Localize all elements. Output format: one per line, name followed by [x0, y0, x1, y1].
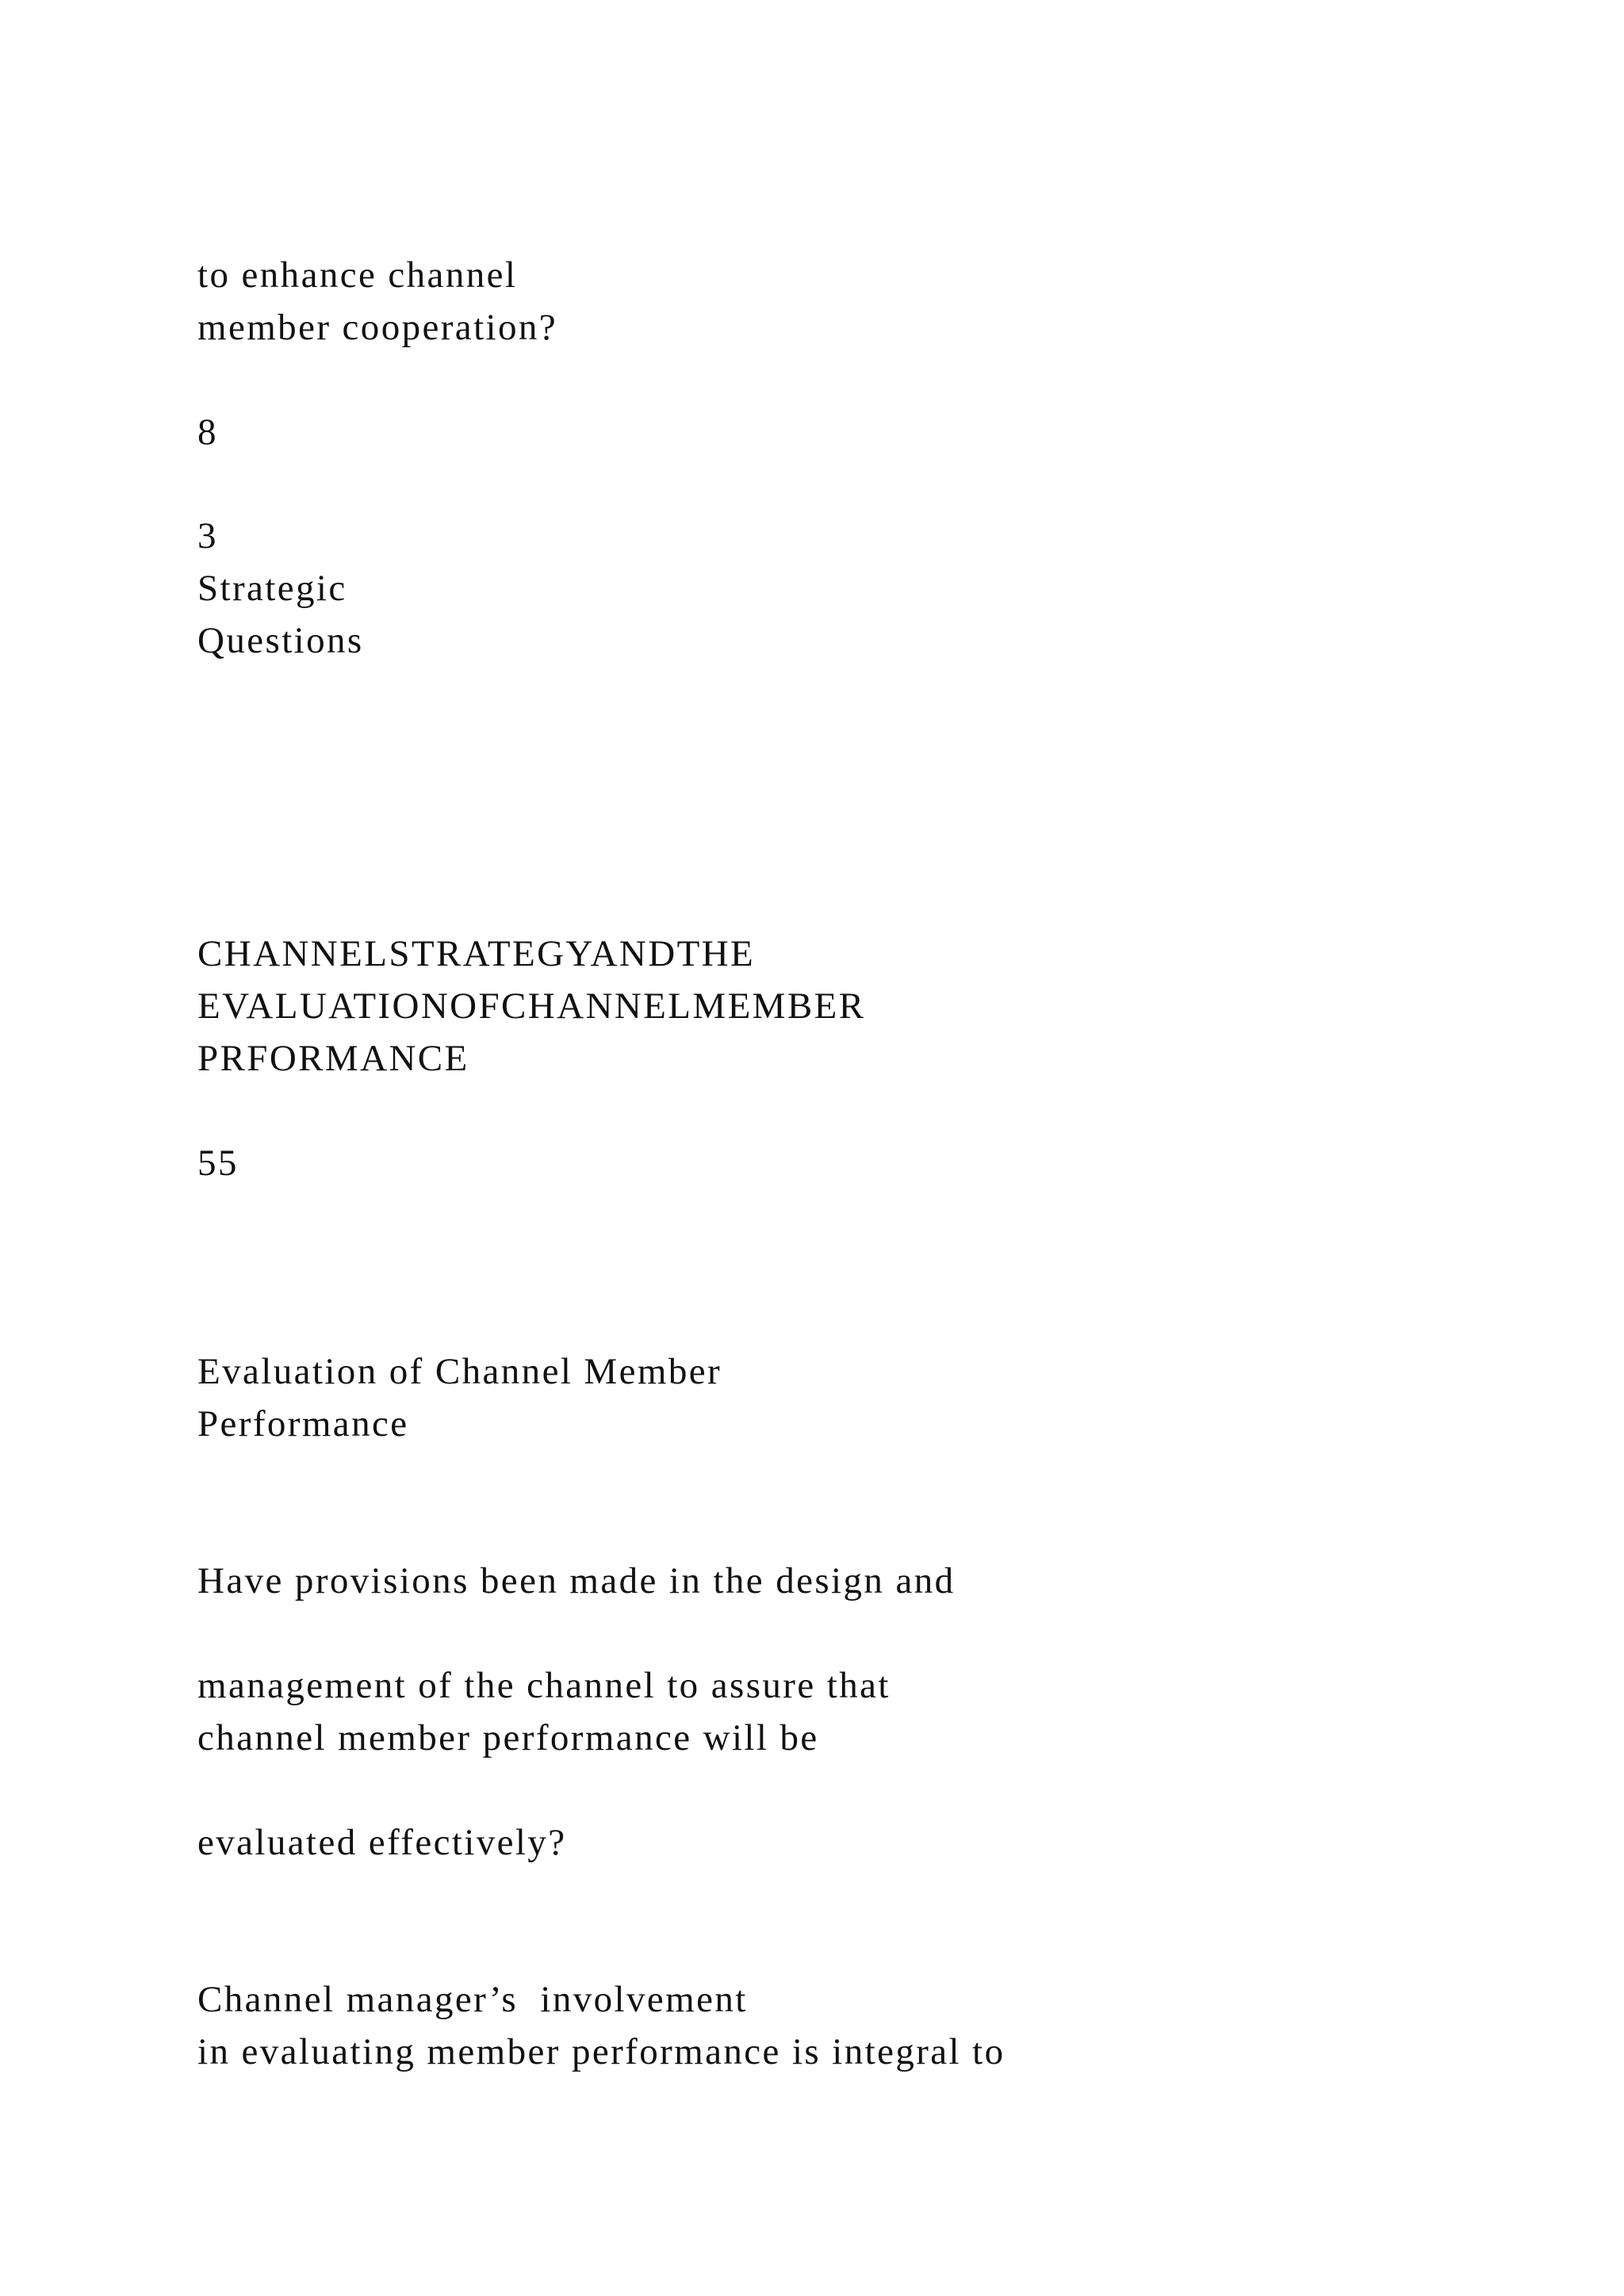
chapter-heading: CHANNELSTRATEGYANDTHE — [197, 933, 756, 974]
page-number: 55 — [197, 1142, 239, 1184]
chapter-heading: EVALUATIONOFCHANNELMEMBER — [197, 985, 866, 1027]
text-line: Have provisions been made in the design and — [197, 1560, 956, 1601]
text-line: management of the channel to assure that — [197, 1665, 891, 1706]
text-line: member cooperation? — [197, 307, 558, 348]
chapter-heading: PRFORMANCE — [197, 1038, 469, 1079]
section-title: Strategic — [197, 568, 347, 609]
text-line: to enhance channel — [197, 254, 518, 296]
subheading: Performance — [197, 1403, 409, 1445]
text-line: Channel manager’s involvement — [197, 1979, 748, 2020]
section-number: 3 — [197, 515, 218, 557]
page-number: 8 — [197, 411, 218, 453]
section-title: Questions — [197, 620, 364, 661]
text-line: channel member performance will be — [197, 1717, 819, 1758]
subheading: Evaluation of Channel Member — [197, 1351, 722, 1392]
text-line: evaluated effectively? — [197, 1822, 567, 1863]
text-line: in evaluating member performance is integral to — [197, 2031, 1005, 2072]
